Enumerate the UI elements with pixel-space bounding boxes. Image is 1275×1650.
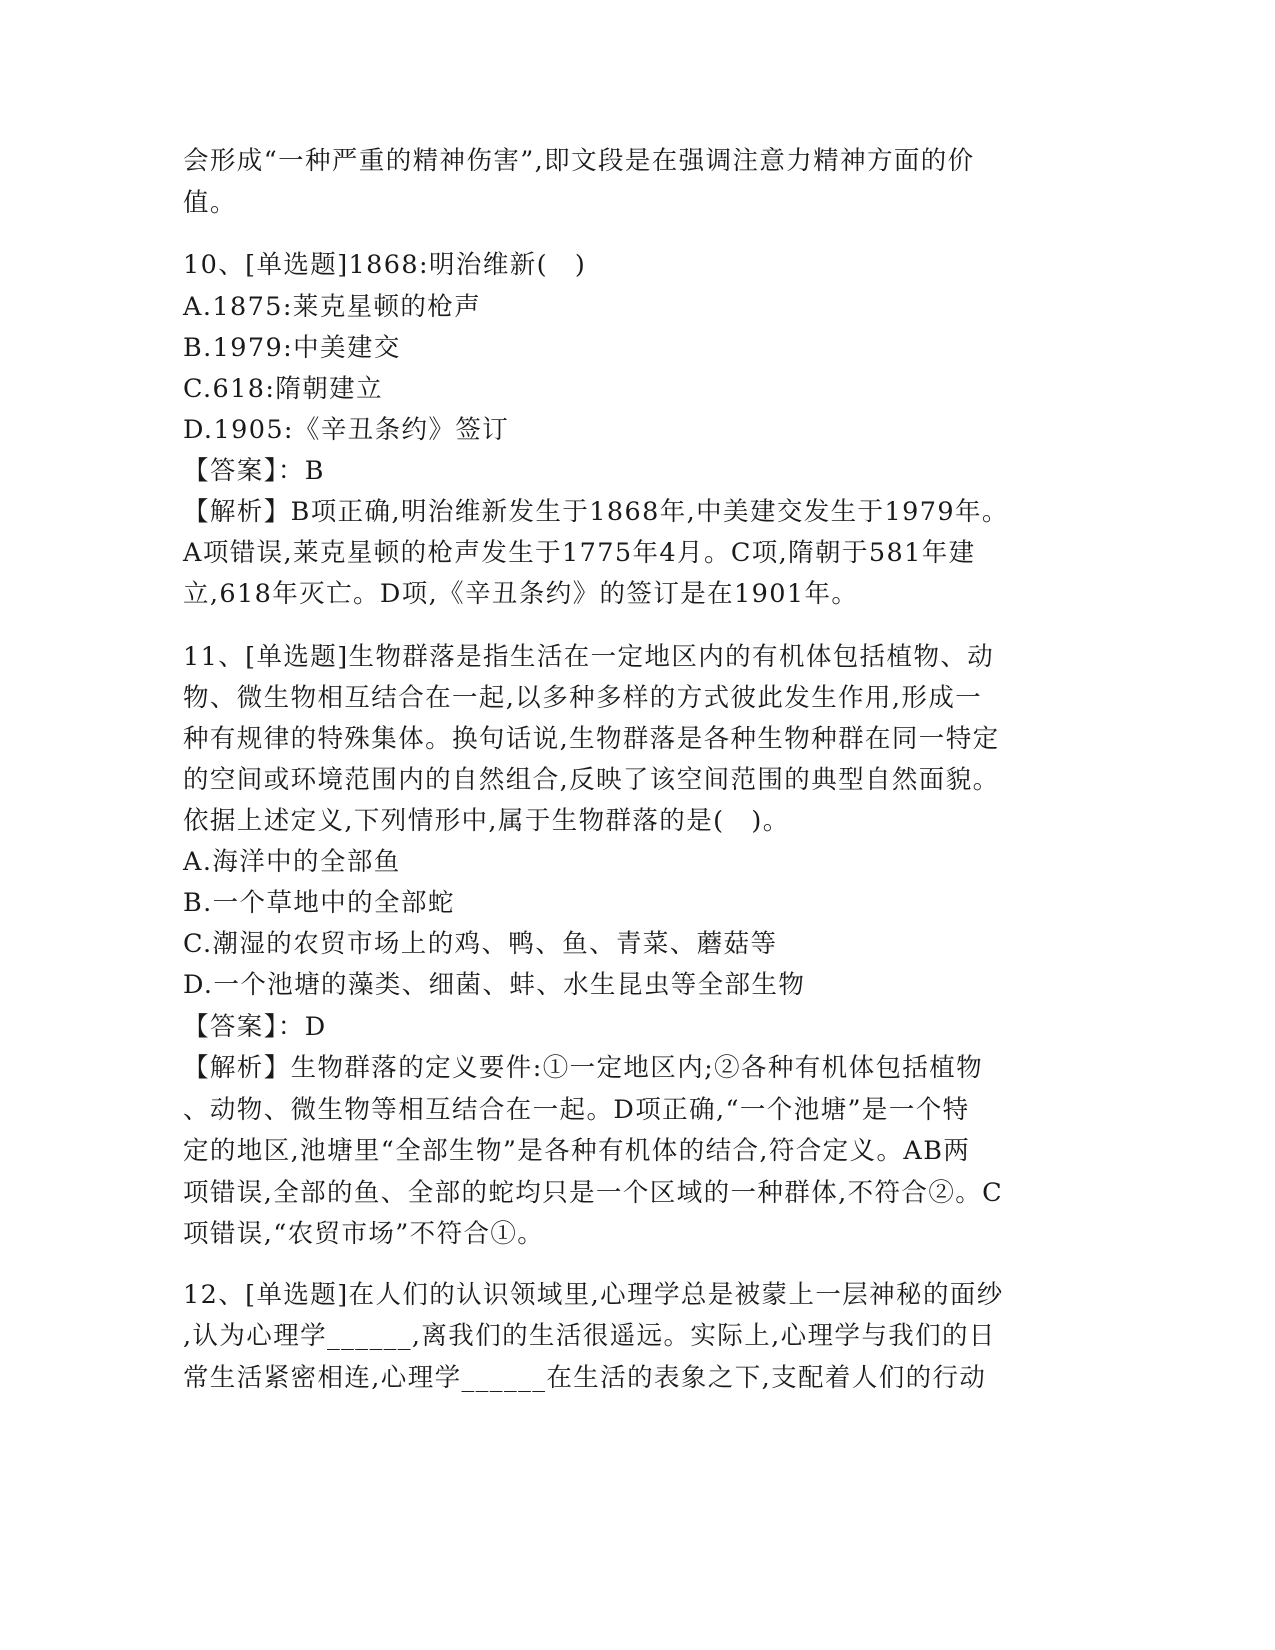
q11-stem-line: 依据上述定义,下列情形中,属于生物群落的是( )。 [183,806,790,836]
q10-stem: 10、[单选题]1868:明治维新( ) [183,250,587,280]
q10-analysis-line: A项错误,莱克星顿的枪声发生于1775年4月。C项,隋朝于581年建 [183,538,976,568]
q11-analysis-line: 项错误,全部的鱼、全部的蛇均只是一个区域的一种群体,不符合②。C [183,1178,1004,1208]
q11-analysis-line: 、动物、微生物等相互结合在一起。D项正确,“一个池塘”是一个特 [183,1095,970,1125]
q11-option-c: C.潮湿的农贸市场上的鸡、鸭、鱼、青菜、蘑菇等 [183,929,778,959]
q10-option-d: D.1905:《辛丑条约》签订 [183,415,510,445]
q11-option-d: D.一个池塘的藻类、细菌、蚌、水生昆虫等全部生物 [183,970,806,1000]
q10-option-a: A.1875:莱克星顿的枪声 [183,292,482,322]
q11-stem-line: 11、[单选题]生物群落是指生活在一定地区内的有机体包括植物、动 [183,642,995,672]
q11-option-a: A.海洋中的全部鱼 [183,847,401,877]
q11-analysis-line: 定的地区,池塘里“全部生物”是各种有机体的结合,符合定义。AB两 [183,1136,971,1166]
continuation-line: 值。 [183,188,237,218]
q10-analysis-line: 立,618年灭亡。D项,《辛丑条约》的签订是在1901年。 [183,579,859,609]
q12-stem-line: 12、[单选题]在人们的认识领域里,心理学总是被蒙上一层神秘的面纱 [183,1280,1004,1310]
q12-stem-line: 常生活紧密相连,心理学______在生活的表象之下,支配着人们的行动 [183,1363,987,1393]
q11-analysis-line: 项错误,“农贸市场”不符合①。 [183,1219,545,1249]
q12-stem-line: ,认为心理学______,离我们的生活很遥远。实际上,心理学与我们的日 [183,1321,996,1351]
q11-option-b: B.一个草地中的全部蛇 [183,888,455,918]
q11-stem-line: 种有规律的特殊集体。换句话说,生物群落是各种生物种群在同一特定 [183,724,1000,754]
q11-answer: 【答案】：D [183,1012,327,1042]
continuation-line: 会形成“一种严重的精神伤害”,即文段是在强调注意力精神方面的价 [183,146,975,176]
q11-stem-line: 的空间或环境范围内的自然组合,反映了该空间范围的典型自然面貌。 [183,765,1000,795]
q11-stem-line: 物、微生物相互结合在一起,以多种多样的方式彼此发生作用,形成一 [183,683,983,713]
q10-option-c: C.618:隋朝建立 [183,374,383,404]
q10-analysis-line: 【解析】B项正确,明治维新发生于1868年,中美建交发生于1979年。 [183,497,1009,527]
q10-answer: 【答案】：B [183,456,325,486]
q11-analysis-line: 【解析】生物群落的定义要件:①一定地区内;②各种有机体包括植物 [183,1053,984,1083]
q10-option-b: B.1979:中美建交 [183,333,401,363]
